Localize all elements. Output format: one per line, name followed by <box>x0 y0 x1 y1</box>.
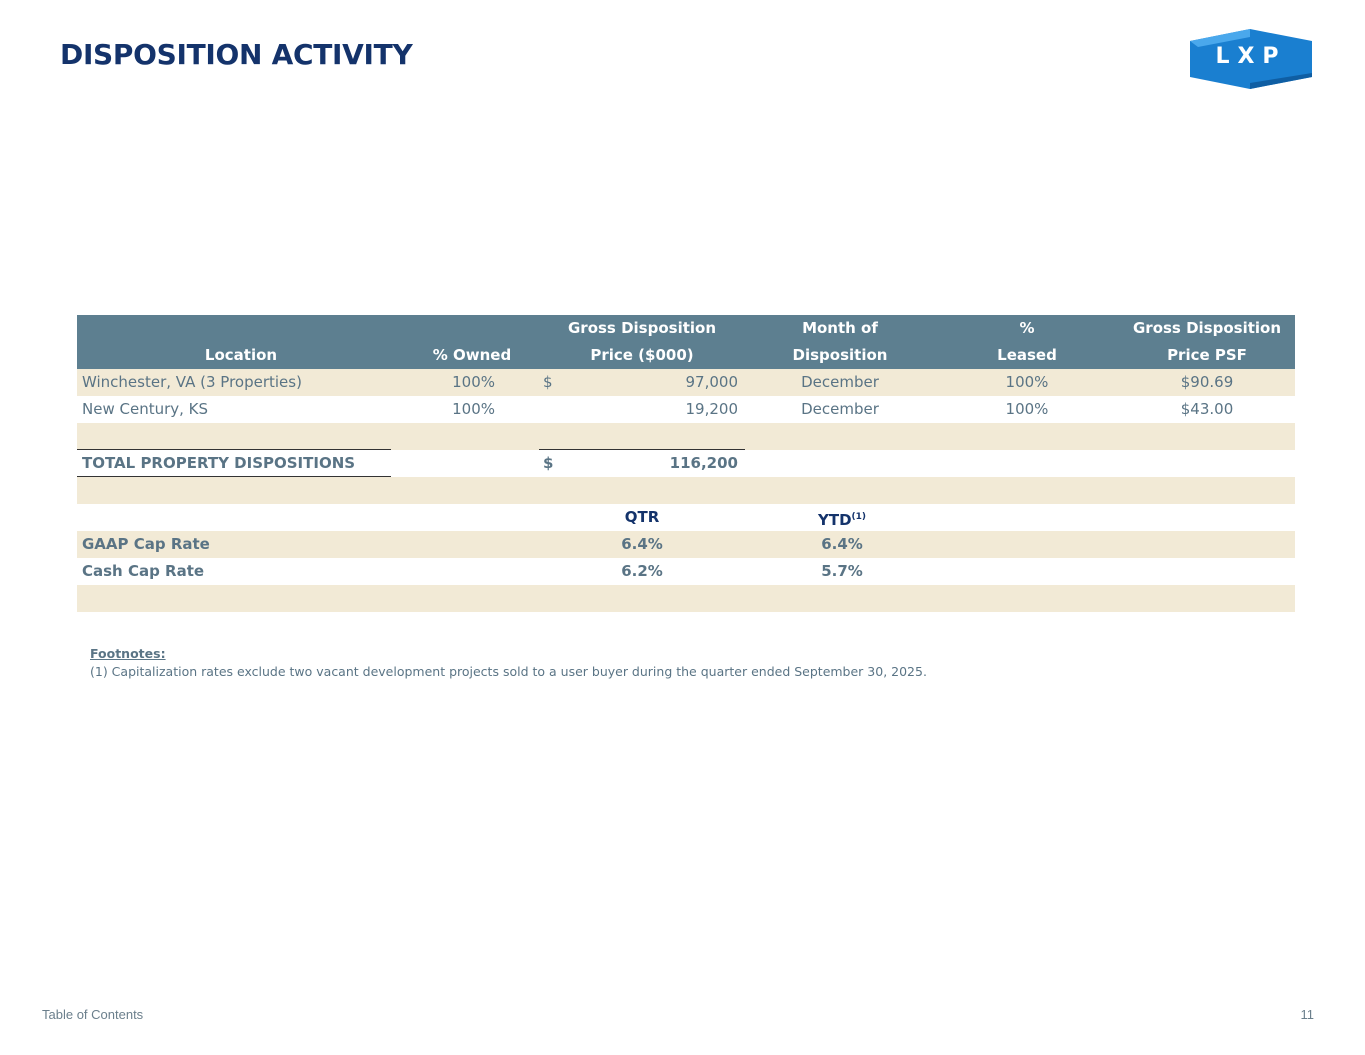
header-month-line1: Month of <box>802 319 878 337</box>
header-leased-line1: % <box>1019 319 1035 337</box>
total-label: TOTAL PROPERTY DISPOSITIONS <box>82 454 356 472</box>
header-psf-line2: Price PSF <box>1167 346 1247 364</box>
ytd-header <box>777 504 907 534</box>
ytd-label: YTD <box>817 511 852 529</box>
header-owned: % Owned <box>432 346 512 364</box>
header-price-line1: Gross Disposition <box>567 319 717 337</box>
table-row <box>77 369 1295 396</box>
table-of-contents-link[interactable]: Table of Contents <box>42 1007 144 1022</box>
header-location: Location <box>204 346 278 364</box>
cap-rate-qtr: 6.4% <box>621 535 663 553</box>
row-location: Winchester, VA (3 Properties) <box>82 373 302 391</box>
spacer-row <box>77 423 1295 450</box>
total-currency: $ <box>543 454 554 472</box>
table-header-row <box>77 315 1295 369</box>
logo-text: LXP <box>1215 44 1287 69</box>
ytd-footnote-ref: (1) <box>851 512 867 522</box>
row-price: 19,200 <box>685 400 738 418</box>
cap-rate-label: GAAP Cap Rate <box>82 535 210 553</box>
page-number: 11 <box>1300 1007 1314 1022</box>
cap-rate-row <box>77 531 1295 558</box>
row-price: 97,000 <box>685 373 738 391</box>
row-month: December <box>801 400 879 418</box>
header-price-line2: Price ($000) <box>590 346 694 364</box>
table-row <box>77 396 1295 423</box>
footnotes <box>90 645 927 681</box>
lxp-logo <box>1188 29 1314 89</box>
header-month-line2: Disposition <box>792 346 888 364</box>
spacer-row <box>77 477 1295 504</box>
row-leased: 100% <box>1005 400 1049 418</box>
row-currency: $ <box>543 373 553 391</box>
row-owned: 100% <box>452 400 495 418</box>
cap-rate-ytd: 6.4% <box>821 535 863 553</box>
total-value: 116,200 <box>669 454 738 472</box>
cap-rate-qtr: 6.2% <box>621 562 663 580</box>
row-owned: 100% <box>452 373 495 391</box>
spacer-row <box>77 585 1295 612</box>
row-location: New Century, KS <box>82 400 209 418</box>
row-month: December <box>801 373 879 391</box>
cap-rate-row <box>77 558 1295 585</box>
cap-rate-label: Cash Cap Rate <box>82 562 205 580</box>
footnote-item: (1) Capitalization rates exclude two vacant development projects sold to a user buyer during the quarter ended September 30, 2025. <box>90 664 927 679</box>
page-title: DISPOSITION ACTIVITY <box>60 38 413 71</box>
cap-rate-ytd: 5.7% <box>821 562 863 580</box>
row-psf: $43.00 <box>1180 400 1234 418</box>
footnotes-heading: Footnotes: <box>90 646 166 661</box>
row-leased: 100% <box>1005 373 1049 391</box>
cap-rate-header-row <box>77 504 1295 531</box>
header-psf-line1: Gross Disposition <box>1132 319 1282 337</box>
disposition-table <box>77 315 1295 612</box>
total-row <box>77 450 1295 477</box>
qtr-header: QTR <box>624 508 660 526</box>
header-leased-line2: Leased <box>997 346 1057 364</box>
row-psf: $90.69 <box>1180 373 1234 391</box>
